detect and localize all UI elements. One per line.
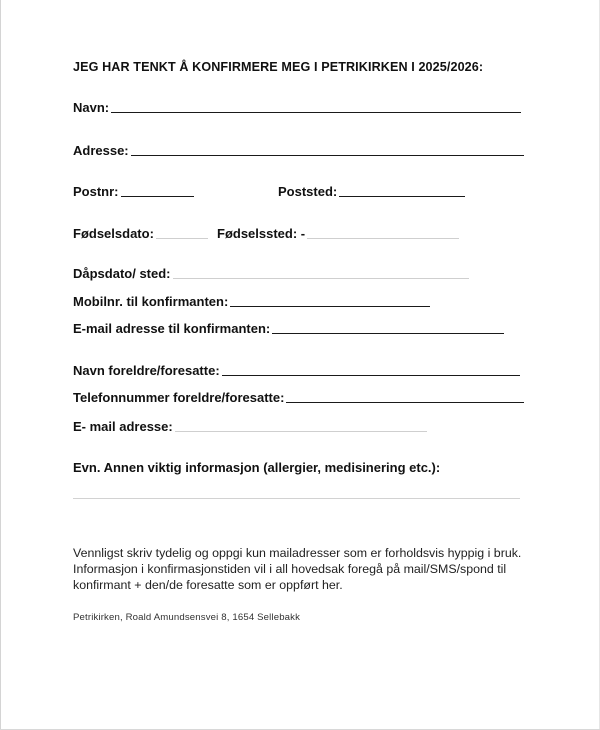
- email-konfirmant-label: E-mail adresse til konfirmanten:: [73, 321, 271, 336]
- telefon-foreldre-label: Telefonnummer foreldre/foresatte:: [73, 390, 285, 405]
- annen-info-row: [73, 460, 440, 475]
- fodselssted-label: Fødselssted: -: [217, 226, 306, 241]
- adresse-label: Adresse:: [73, 143, 129, 158]
- poststed-label: Poststed:: [278, 184, 338, 199]
- telefon-foreldre-row: [73, 390, 524, 405]
- poststed-row: [278, 184, 465, 199]
- email-konfirmant-field[interactable]: [272, 333, 504, 334]
- fodselssted-field[interactable]: [307, 238, 459, 239]
- navn-foreldre-field[interactable]: [222, 375, 520, 376]
- note-line: Informasjon i konfirmasjonstiden vil i all hovedsak foregå på mail/SMS/spond til: [73, 562, 507, 576]
- email-foreldre-field[interactable]: [175, 431, 427, 432]
- mobil-row: [73, 294, 430, 309]
- email-foreldre-row: [73, 419, 427, 434]
- email-foreldre-label: E- mail adresse:: [73, 419, 173, 434]
- footer-address: Petrikirken, Roald Amundsensvei 8, 1654 Sellebakk: [73, 612, 301, 623]
- instructions-note: [73, 545, 533, 593]
- note-line: Vennligst skriv tydelig og oppgi kun mailadresser som er forholdsvis hyppig i bruk.: [73, 546, 522, 560]
- navn-label: Navn:: [73, 100, 110, 115]
- poststed-field[interactable]: [339, 196, 465, 197]
- fodselssted-row: [217, 226, 459, 241]
- postnr-row: [73, 184, 194, 199]
- adresse-row: [73, 143, 524, 158]
- annen-info-label: Evn. Annen viktig informasjon (allergier, medisinering etc.):: [73, 460, 441, 475]
- page-edge: [0, 0, 1, 730]
- navn-foreldre-label: Navn foreldre/foresatte:: [73, 363, 220, 378]
- postnr-field[interactable]: [121, 196, 194, 197]
- dapsdato-field[interactable]: [173, 278, 469, 279]
- form-title: JEG HAR TENKT Å KONFIRMERE MEG I PETRIKIRKEN I 2025/2026:: [73, 60, 484, 74]
- note-line: konfirmant + den/de foresatte som er oppført her.: [73, 578, 343, 592]
- mobil-field[interactable]: [230, 306, 430, 307]
- email-konfirmant-row: [73, 321, 504, 336]
- navn-foreldre-row: [73, 363, 520, 378]
- dapsdato-label: Dåpsdato/ sted:: [73, 266, 171, 281]
- telefon-foreldre-field[interactable]: [286, 402, 524, 403]
- navn-field[interactable]: [111, 112, 521, 113]
- fodselsdato-field[interactable]: [156, 238, 208, 239]
- mobil-label: Mobilnr. til konfirmanten:: [73, 294, 229, 309]
- annen-info-field[interactable]: [73, 498, 520, 499]
- postnr-label: Postnr:: [73, 184, 119, 199]
- fodselsdato-row: [73, 226, 208, 241]
- navn-row: [73, 100, 521, 115]
- adresse-field[interactable]: [131, 155, 524, 156]
- dapsdato-row: [73, 266, 469, 281]
- fodselsdato-label: Fødselsdato:: [73, 226, 154, 241]
